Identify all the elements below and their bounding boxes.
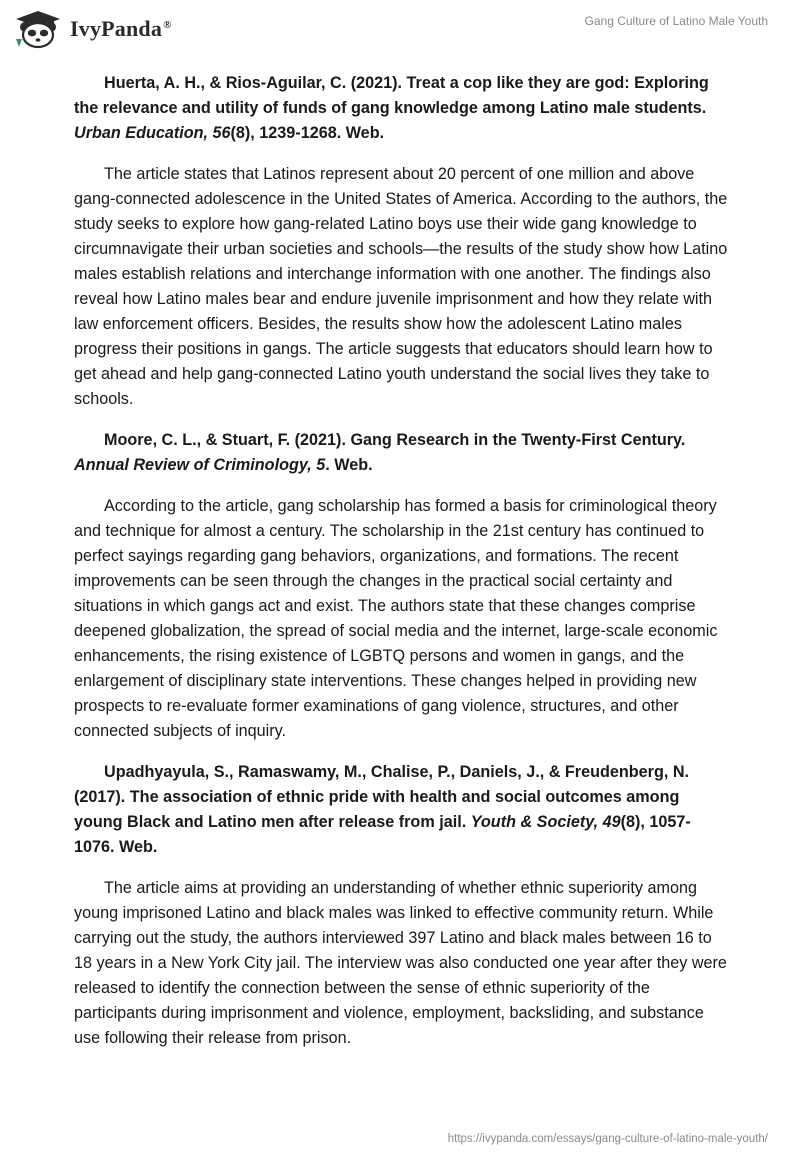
reference-list [74, 71, 728, 1067]
journal-name: Youth & Society, 49 [470, 813, 621, 831]
reference-citation: Moore, C. L., & Stuart, F. (2021). Gang Research in the Twenty-First Century. Annual Review of Criminology, 5. Web. [74, 431, 686, 474]
reference-citation: Upadhyayula, S., Ramaswamy, M., Chalise, P., Daniels, J., & Freudenberg, N. (2017). The association of ethnic pride with health and social outcomes among young Black and Latino men after release from jail. Youth & Society, 49(8), 1057-1076. Web. [74, 763, 691, 856]
brand-name: IvyPanda® [70, 16, 172, 41]
panda-logo-icon [12, 9, 64, 49]
page-title: Gang Culture of Latino Male Youth [584, 14, 768, 28]
page-header [0, 0, 800, 62]
reference-summary: The article states that Latinos represent about 20 percent of one million and above gang-connected adolescence in the United States of America. According to the authors, the study seeks to explore how gang-related Latino boys use their wide gang knowledge to circumnavigate their urban societies and schools—the results of the study show how Latino males establish relations and interchange information with one another. The findings also reveal how Latino males bear and endure juvenile imprisonment and how they relate with law enforcement officers. Besides, the results show how the adolescent Latino males progress their positions in gangs. The article suggests that educators should learn how to get ahead and help gang-connected Latino youth understand the social lives they take to schools. [74, 165, 728, 408]
reference-citation: Huerta, A. H., & Rios-Aguilar, C. (2021). Treat a cop like they are god: Exploring the relevance and utility of funds of gang knowledge among Latino male students. Urban Education, 56(8), 1239-1268. Web. [74, 74, 709, 142]
reference-summary: The article aims at providing an understanding of whether ethnic superiority among young imprisoned Latino and black males was linked to effective community return. While carrying out the study, the authors interviewed 397 Latino and black males between 16 to 18 years in a New York City jail. The interview was also conducted one year after they were released to identify the connection between the sense of ethnic superiority of the participants during imprisonment and violence, employment, backsliding, and substance use following their release from prison. [74, 879, 727, 1047]
journal-name: Annual Review of Criminology, 5 [74, 456, 326, 474]
reference-summary: According to the article, gang scholarship has formed a basis for criminological theory and technique for almost a century. The scholarship in the 21st century has continued to perfect sayings regarding gang behaviors, organizations, and formations. The recent improvements can be seen through the changes in the practical social certainty and situations in which gangs act and exist. The authors state that these changes comprise deepened globalization, the spread of social media and the internet, large-scale economic enhancements, the rising existence of LGBTQ persons and women in gangs, and the enlargement of disciplinary state interventions. These changes helped in providing new prospects to re-evaluate former examinations of gang violence, structures, and other connected subjects of inquiry. [74, 497, 718, 740]
journal-name: Urban Education, 56 [74, 124, 231, 142]
reference-entry [74, 760, 728, 1051]
reference-entry [74, 71, 728, 412]
ivypanda-logo[interactable] [12, 9, 172, 49]
reference-entry [74, 428, 728, 744]
source-url[interactable]: https://ivypanda.com/essays/gang-culture-of-latino-male-youth/ [447, 1133, 768, 1145]
